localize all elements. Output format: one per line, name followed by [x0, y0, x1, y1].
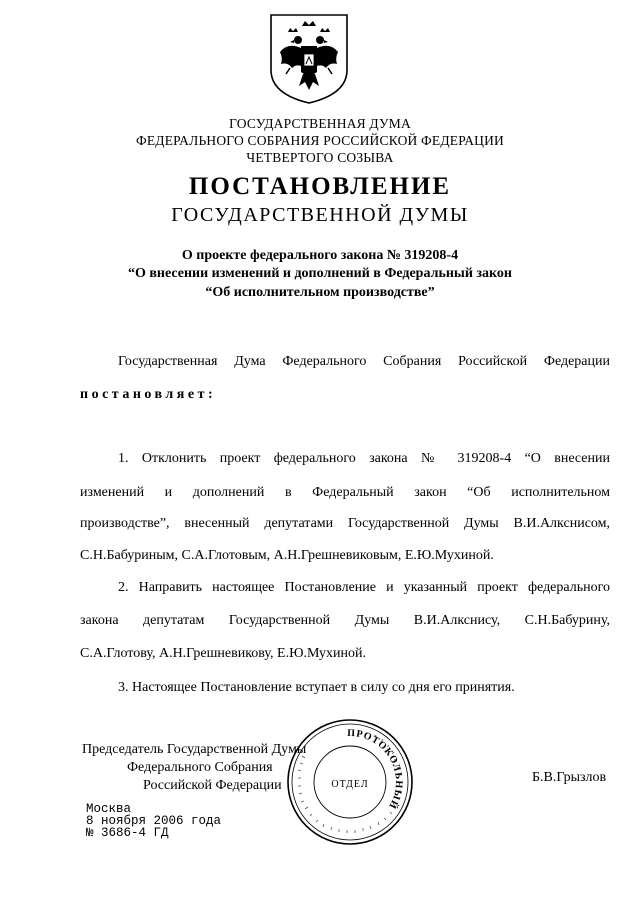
clause-1-line-1: 1. Отклонить проект федерального закона № 319208-4 “О внесении — [118, 451, 610, 466]
signer-position-line-3: Российской Федерации — [143, 778, 282, 793]
stamp-ring-text: ПРОТОКОЛЬНЫЙ — [346, 727, 405, 812]
subject-line-2: “О внесении изменений и дополнений в Федеральный закон — [127, 266, 512, 281]
place-of-signing: Москва — [86, 802, 132, 816]
header-line-1: ГОСУДАРСТВЕННАЯ ДУМА — [229, 116, 411, 131]
clause-3-line-1: 3. Настоящее Постановление вступает в силу со дня его принятия. — [118, 680, 515, 695]
clause-1-line-4: С.Н.Бабуриным, С.А.Глотовым, А.Н.Грешневиковым, Е.Ю.Мухиной. — [80, 548, 494, 563]
clause-1-line-3: производстве”, внесенный депутатами Государственной Думы В.И.Алкснисом, — [80, 516, 610, 531]
clause-2-line-1: 2. Направить настоящее Постановление и указанный проект федерального — [118, 580, 610, 595]
subject-line-3: “Об исполнительном производстве” — [205, 285, 435, 300]
clause-2-line-3: С.А.Глотову, А.Н.Грешневикову, Е.Ю.Мухиной. — [80, 646, 367, 661]
date-of-signing: 8 ноября 2006 года — [86, 814, 222, 828]
clause-1-line-2: изменений и дополнений в Федеральный закон “Об исполнительном — [80, 485, 610, 500]
subject-line-1: О проекте федерального закона № 319208-4 — [181, 248, 459, 263]
signer-position-line-2: Федерального Собрания — [127, 760, 273, 775]
header-line-2: ФЕДЕРАЛЬНОГО СОБРАНИЯ РОССИЙСКОЙ ФЕДЕРАЦИИ — [136, 133, 504, 148]
official-stamp — [284, 716, 416, 848]
intro-paragraph: Государственная Дума Федерального Собрания Российской Федерации — [118, 354, 610, 369]
signer-name: Б.В.Грызлов — [532, 770, 607, 785]
document-number: № 3686-4 ГД — [86, 826, 169, 840]
clause-2-line-2: закона депутатам Государственной Думы В.И.Алкснису, С.Н.Бабурину, — [80, 613, 610, 628]
document-title: ПОСТАНОВЛЕНИЕ — [188, 173, 452, 200]
header-line-3: ЧЕТВЕРТОГО СОЗЫВА — [246, 150, 394, 165]
stamp-center-text: ОТДЕЛ — [331, 779, 369, 790]
resolves-word: постановляет: — [80, 387, 217, 402]
signer-position-line-1: Председатель Государственной Думы — [82, 742, 307, 757]
coat-of-arms-emblem — [268, 12, 350, 106]
document-subtitle: ГОСУДАРСТВЕННОЙ ДУМЫ — [171, 204, 469, 226]
